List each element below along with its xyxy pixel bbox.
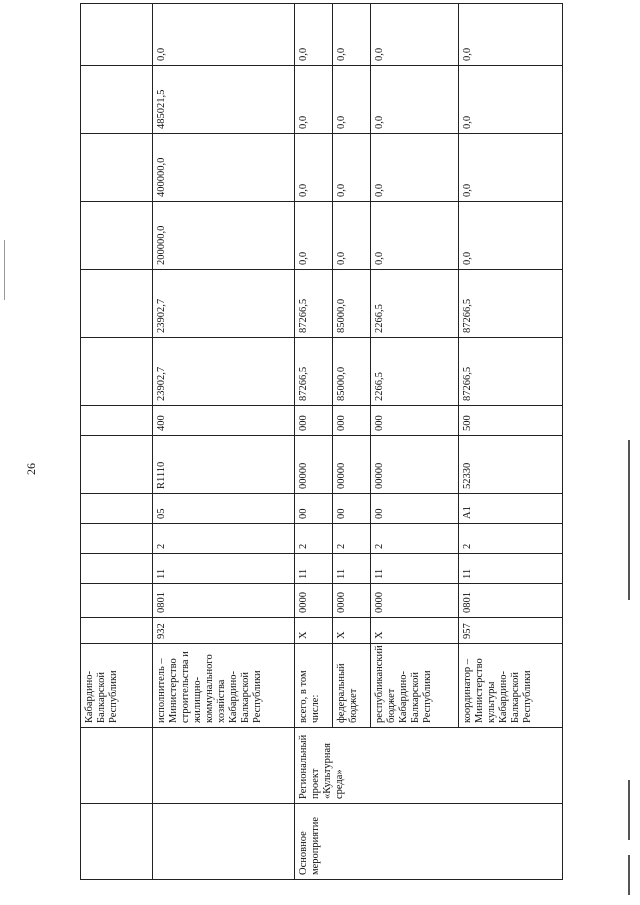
cs1-cell: 11 (371, 554, 459, 584)
value-cell: 23902,7 (153, 270, 295, 338)
grbs-cell: Х (333, 618, 371, 644)
value-cell: 2266,5 (371, 338, 459, 406)
value-cell: 0,0 (333, 134, 371, 202)
category-cell: Основное мероприятие (295, 804, 563, 880)
value-cell: 87266,5 (295, 338, 333, 406)
value-cell: 0,0 (371, 202, 459, 270)
cs2-cell: 2 (295, 524, 333, 554)
rz-cell: 0000 (371, 584, 459, 618)
value-cell: 0,0 (333, 66, 371, 134)
cs3-cell: 00 (333, 494, 371, 524)
grbs-cell: 957 (459, 618, 563, 644)
value-cell: 85000,0 (333, 270, 371, 338)
executor-cell: федеральный бюджет (333, 644, 371, 728)
executor-cell: республиканский бюджет Кабардино-Балкарской Республики (371, 644, 459, 728)
value-cell: 0,0 (459, 66, 563, 134)
scan-edge-mark (628, 780, 630, 840)
cs4-cell: 00000 (371, 436, 459, 494)
value-cell: 200000,0 (153, 202, 295, 270)
value-cell: 0,0 (371, 4, 459, 66)
cs3-cell: 00 (371, 494, 459, 524)
value-cell: 0,0 (459, 4, 563, 66)
executor-cell: Кабардино-Балкарской Республики (81, 644, 153, 728)
value-cell: 0,0 (295, 134, 333, 202)
page-number: 26 (24, 463, 38, 475)
cs4-cell: 00000 (333, 436, 371, 494)
value-cell: 0,0 (459, 202, 563, 270)
cs4-cell: R1110 (153, 436, 295, 494)
executor-cell: всего, в том числе: (295, 644, 333, 728)
cs1-cell: 11 (153, 554, 295, 584)
category-cell (81, 804, 153, 880)
value-cell: 0,0 (333, 202, 371, 270)
grbs-cell: Х (371, 618, 459, 644)
cs4-cell: 52330 (459, 436, 563, 494)
cs3-cell: А1 (459, 494, 563, 524)
rz-cell: 0000 (295, 584, 333, 618)
value-cell: 87266,5 (459, 338, 563, 406)
cs1-cell: 11 (459, 554, 563, 584)
value-cell: 0,0 (371, 66, 459, 134)
name-cell (81, 728, 153, 804)
name-cell (153, 728, 295, 804)
table-row (295, 4, 333, 880)
scan-edge-mark (628, 440, 630, 600)
rz-cell: 0000 (333, 584, 371, 618)
value-cell: 400000,0 (153, 134, 295, 202)
scan-edge-mark (628, 855, 630, 895)
continuation-row (81, 4, 153, 880)
cs2-cell: 2 (459, 524, 563, 554)
value-cell: 87266,5 (295, 270, 333, 338)
vr-cell: 000 (333, 406, 371, 436)
vr-cell: 500 (459, 406, 563, 436)
value-cell: 0,0 (295, 66, 333, 134)
cs2-cell: 2 (333, 524, 371, 554)
cs3-cell: 00 (295, 494, 333, 524)
cs2-cell: 2 (153, 524, 295, 554)
budget-table (80, 3, 563, 880)
rz-cell: 0801 (459, 584, 563, 618)
cs2-cell: 2 (371, 524, 459, 554)
cs3-cell: 05 (153, 494, 295, 524)
executor-cell: координатор – Министерство культуры Кабардино-Балкарской Республики (459, 644, 563, 728)
grbs-cell: Х (295, 618, 333, 644)
value-cell: 0,0 (295, 202, 333, 270)
value-cell: 2266,5 (371, 270, 459, 338)
cs1-cell: 11 (295, 554, 333, 584)
cs4-cell: 00000 (295, 436, 333, 494)
value-cell: 85000,0 (333, 338, 371, 406)
value-cell: 485021,5 (153, 66, 295, 134)
cs1-cell: 11 (333, 554, 371, 584)
executor-cell: исполнитель – Министерство строительства и жилищно-коммунального хозяйства Кабардино-Балкарской Республики (153, 644, 295, 728)
value-cell: 0,0 (459, 134, 563, 202)
vr-cell: 400 (153, 406, 295, 436)
value-cell: 0,0 (295, 4, 333, 66)
value-cell: 0,0 (371, 134, 459, 202)
value-cell: 87266,5 (459, 270, 563, 338)
value-cell: 0,0 (333, 4, 371, 66)
vr-cell: 000 (371, 406, 459, 436)
category-cell (153, 804, 295, 880)
value-cell: 23902,7 (153, 338, 295, 406)
scan-edge-mark (4, 240, 5, 300)
name-cell: Региональный проект «Культурная среда» (295, 728, 563, 804)
table-row (153, 4, 295, 880)
vr-cell: 000 (295, 406, 333, 436)
value-cell: 0,0 (153, 4, 295, 66)
grbs-cell: 932 (153, 618, 295, 644)
rz-cell: 0801 (153, 584, 295, 618)
